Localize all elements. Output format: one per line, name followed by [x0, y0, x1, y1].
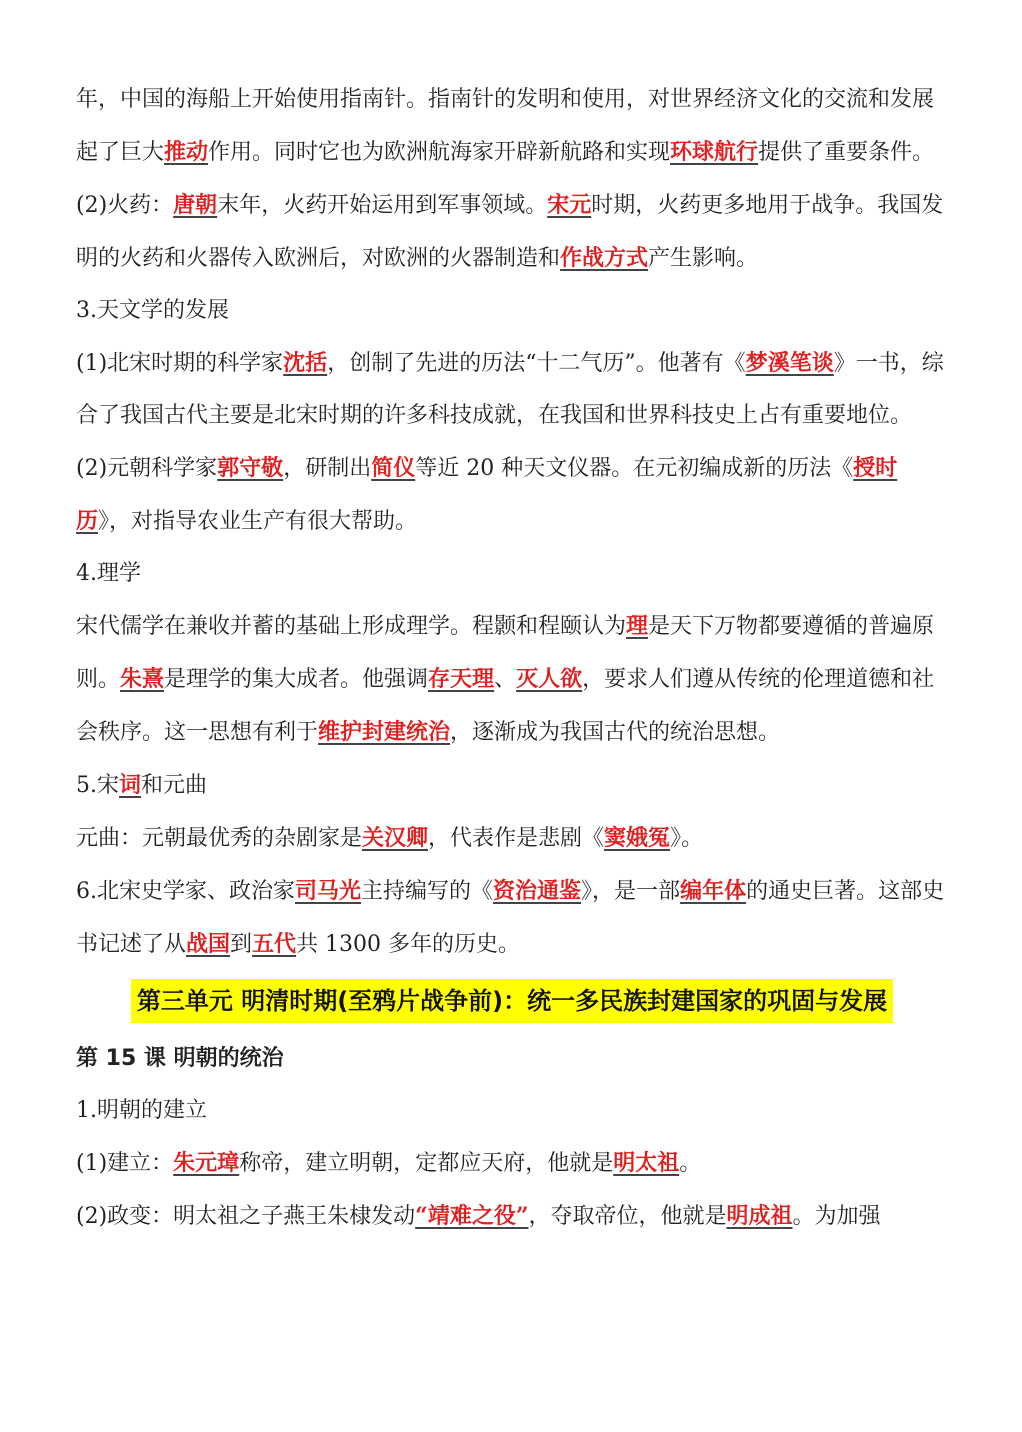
key-term: 窦娥冤 — [604, 825, 671, 851]
text-run: (2)元朝科学家 — [76, 456, 218, 481]
text-run: ，研制出 — [283, 456, 372, 481]
text-run: 主持编写的《 — [361, 879, 494, 904]
neo-confucianism-paragraph — [76, 600, 948, 759]
text-run: 》，是一部 — [581, 879, 681, 904]
key-term: 环球航行 — [670, 139, 759, 165]
unit-title-banner — [76, 977, 948, 1029]
ming-establish-paragraph — [76, 1137, 948, 1190]
text-run: ，代表作是悲剧《 — [428, 826, 605, 851]
key-term: 明太祖 — [613, 1150, 680, 1176]
text-run: 4.理学 — [76, 561, 141, 586]
key-term: 简仪 — [371, 455, 416, 481]
text-run: 末年，火药开始运用到军事领域。 — [217, 193, 548, 218]
text-run: 共 1300 多年的历史。 — [296, 932, 521, 957]
text-run: 5.宋 — [76, 773, 119, 798]
key-term: 朱熹 — [120, 666, 165, 692]
text-run: 作用。同时它也为欧洲航海家开辟新航路和实现 — [208, 140, 671, 165]
sima-guang-paragraph — [76, 865, 948, 971]
text-run: 》一书，综合了我国古代主要是北宋时期的许多科技成就，在我国和世界科技史上占有重要地位。 — [76, 351, 944, 428]
key-term: 朱元璋 — [173, 1150, 240, 1176]
lesson-title: 第 15 课 明朝的统治 — [76, 1046, 284, 1071]
section-ming-rule — [76, 1085, 948, 1243]
key-term: 战国 — [186, 931, 231, 957]
key-term: 资治通鉴 — [493, 878, 582, 904]
section-song-yuan-culture — [76, 74, 948, 971]
text-run: 的通史巨著。这部史书记述了从 — [76, 879, 945, 957]
text-run: 时期，火药更多地用于战争。我国发明的火药和火器传入欧洲后，对欧洲的火器制造和 — [76, 193, 944, 271]
key-term: 维护封建统治 — [318, 719, 451, 745]
ming-founding-heading — [76, 1085, 948, 1137]
ci-qu-heading — [76, 759, 948, 812]
astronomy-heading — [76, 285, 948, 337]
text-run: 称帝，建立明朝，定都应天府，他就是 — [239, 1151, 614, 1176]
text-run: ，逐渐成为我国古代的统治思想。 — [450, 720, 781, 745]
text-run: 、 — [494, 667, 517, 692]
text-run: 》，对指导农业生产有很大帮助。 — [98, 509, 418, 534]
key-term: 明成祖 — [726, 1203, 793, 1229]
key-term: 授时历 — [76, 455, 898, 534]
neo-confucianism-heading — [76, 548, 948, 600]
unit-title: 第三单元 明清时期(至鸦片战争前)：统一多民族封建国家的巩固与发展 — [131, 979, 893, 1023]
key-term: 沈括 — [283, 350, 328, 376]
key-term: 五代 — [252, 931, 297, 957]
text-run: 到 — [230, 932, 253, 957]
text-run: 。 — [679, 1151, 702, 1176]
key-term: 唐朝 — [173, 192, 218, 218]
text-run: (2)政变：明太祖之子燕王朱棣发动 — [76, 1204, 416, 1229]
text-run: ，夺取帝位，他就是 — [528, 1204, 727, 1229]
text-run: 年，中国的海船上开始使用指南针。指南针的发明和使用，对世界经济文化的交流和发展起了巨大 — [76, 87, 935, 165]
yuanqu-paragraph — [76, 812, 948, 865]
text-run: 元曲：元朝最优秀的杂剧家是 — [76, 826, 363, 851]
key-term: 编年体 — [680, 878, 747, 904]
document-page — [76, 74, 948, 1243]
shen-kuo-paragraph — [76, 337, 948, 442]
text-run: 提供了重要条件。 — [758, 140, 935, 165]
text-run: (1)建立： — [76, 1151, 174, 1176]
key-term: 宋元 — [547, 192, 592, 218]
text-run: 宋代儒学在兼收并蓄的基础上形成理学。程颢和程颐认为 — [76, 614, 627, 639]
text-run: (1)北宋时期的科学家 — [76, 351, 284, 376]
key-term: 存天理 — [428, 666, 495, 692]
key-term: 作战方式 — [560, 245, 649, 271]
gunpowder-paragraph — [76, 179, 948, 285]
compass-paragraph — [76, 74, 948, 179]
text-run: (2)火药： — [76, 193, 174, 218]
text-run: ，要求人们遵从传统的伦理道德和社会秩序。这一思想有利于 — [76, 667, 935, 745]
key-term: 词 — [119, 772, 142, 798]
text-run: 等近 20 种天文仪器。在元初编成新的历法《 — [415, 456, 854, 481]
text-run: ，创制了先进的历法“十二气历”。他著有《 — [327, 351, 746, 376]
text-run: 和元曲 — [141, 773, 208, 798]
key-term: “靖难之役” — [415, 1203, 529, 1229]
text-run: 是理学的集大成者。他强调 — [164, 667, 429, 692]
text-run: 产生影响。 — [648, 246, 759, 271]
text-run: 3.天文学的发展 — [76, 298, 229, 323]
text-run: 1.明朝的建立 — [76, 1098, 207, 1123]
text-run: 6.北宋史学家、政治家 — [76, 879, 295, 904]
guo-shoujing-paragraph — [76, 442, 948, 548]
text-run: 》。 — [670, 826, 704, 851]
ming-coup-paragraph — [76, 1190, 948, 1243]
key-term: 司马光 — [295, 878, 362, 904]
key-term: 理 — [626, 613, 649, 639]
text-run: 。为加强 — [792, 1204, 881, 1229]
text-run: 是天下万物都要遵循的普遍原则。 — [76, 614, 935, 692]
key-term: 灭人欲 — [516, 666, 583, 692]
key-term: 推动 — [164, 139, 209, 165]
key-term: 梦溪笔谈 — [745, 350, 834, 376]
key-term: 关汉卿 — [362, 825, 429, 851]
key-term: 郭守敬 — [217, 455, 284, 481]
